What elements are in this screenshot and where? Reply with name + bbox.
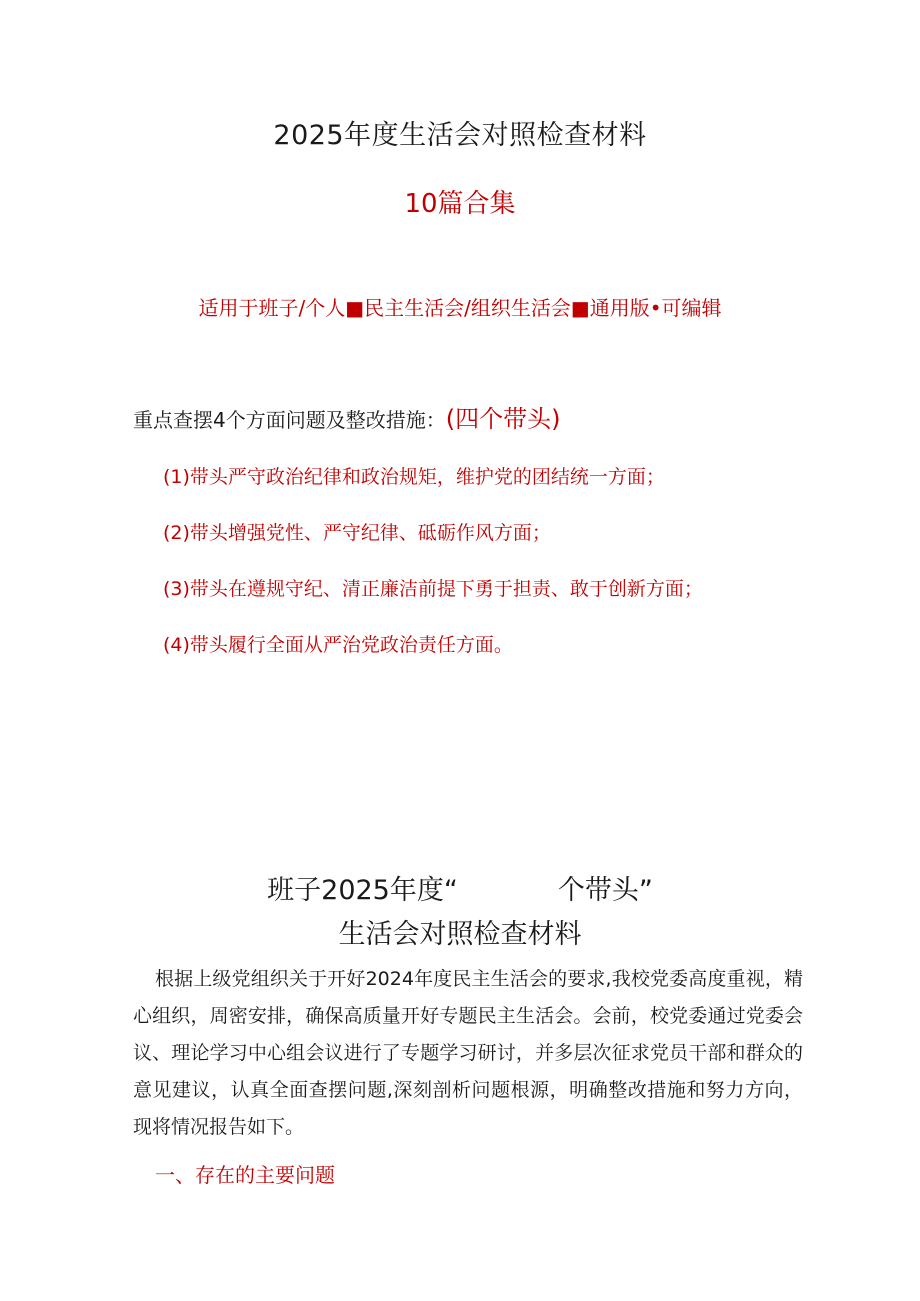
- focus-intro: [133, 399, 560, 434]
- collection-subtitle: 10篇合集: [404, 189, 516, 219]
- focus-intro-text: 重点查摆4个方面问题及整改措施：: [133, 408, 446, 432]
- focus-item: (3)带头在遵规守纪、清正廉洁前提下勇于担责、敢于创新方面；: [163, 578, 703, 600]
- focus-item: (4)带头履行全面从严治党政治责任方面。: [163, 634, 513, 656]
- focus-item: (1)带头严守政治纪律和政治规矩，维护党的团结统一方面；: [163, 466, 665, 488]
- report-title-left: 班子2025年度“: [267, 875, 458, 906]
- report-title-line1: [0, 868, 920, 907]
- focus-item: (2)带头增强党性、严守纪律、砥砺作风方面；: [163, 522, 551, 544]
- report-title-right: 个带头”: [557, 875, 653, 906]
- intro-paragraph: 根据上级党组织关于开好2024年度民主生活会的要求,我校党委高度重视，精心组织，周密安排，确保高质量开好专题民主生活会。会前，校党委通过党委会议、理论学习中心组会议进行了专题学习研讨，并多层次征求党员干部和群众的意见建议，认真全面查摆问题,深刻剖析问题根源，明确整改措施和努力方向，现将情况报告如下。: [133, 968, 803, 1138]
- report-title-line2: 生活会对照检查材料: [338, 919, 582, 950]
- section-heading: 一、存在的主要问题: [155, 1163, 335, 1187]
- document-title: 2025年度生活会对照检查材料: [273, 120, 647, 151]
- focus-tag: (四个带头): [445, 405, 561, 433]
- usage-description: 适用于班子/个人■民主生活会/组织生活会■通用版•可编辑: [198, 296, 722, 320]
